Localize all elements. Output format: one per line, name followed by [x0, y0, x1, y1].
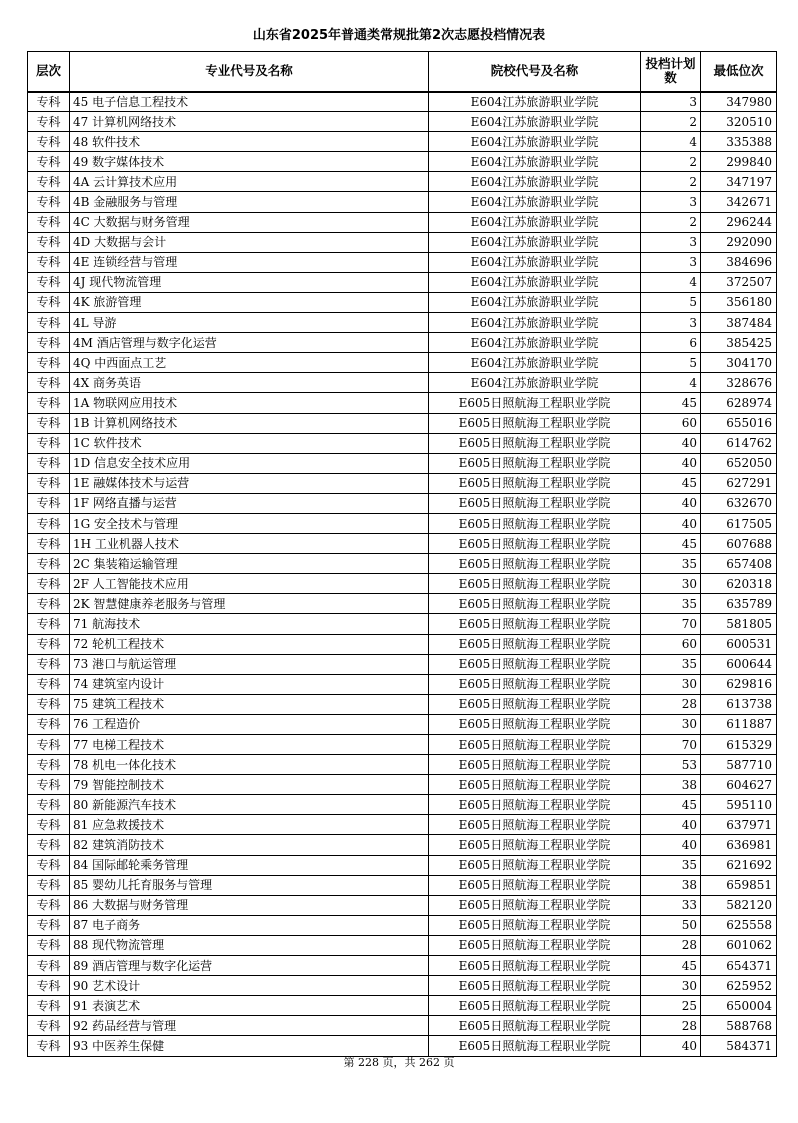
cell-major: 79 智能控制技术 [70, 775, 429, 795]
cell-rank: 385425 [701, 333, 777, 353]
table-row [28, 192, 777, 212]
cell-school: E604江苏旅游职业学院 [429, 353, 641, 373]
cell-plan: 38 [641, 875, 701, 895]
cell-plan: 45 [641, 393, 701, 413]
table-row [28, 714, 777, 734]
cell-rank: 615329 [701, 735, 777, 755]
cell-school: E604江苏旅游职业学院 [429, 112, 641, 132]
cell-level: 专科 [28, 132, 70, 152]
table-row [28, 1016, 777, 1036]
cell-level: 专科 [28, 534, 70, 554]
cell-major: 45 电子信息工程技术 [70, 92, 429, 112]
table-row [28, 152, 777, 172]
cell-school: E605日照航海工程职业学院 [429, 453, 641, 473]
cell-major: 76 工程造价 [70, 714, 429, 734]
cell-level: 专科 [28, 1036, 70, 1056]
table-row [28, 534, 777, 554]
cell-level: 专科 [28, 574, 70, 594]
table-row [28, 453, 777, 473]
cell-major: 91 表演艺术 [70, 996, 429, 1016]
cell-plan: 35 [641, 554, 701, 574]
cell-level: 专科 [28, 373, 70, 393]
cell-plan: 4 [641, 272, 701, 292]
table-row [28, 212, 777, 232]
cell-plan: 28 [641, 1016, 701, 1036]
cell-major: 49 数字媒体技术 [70, 152, 429, 172]
cell-major: 1F 网络直播与运营 [70, 493, 429, 513]
page-footer: 第 228 页，共 262 页 [343, 1056, 455, 1069]
cell-plan: 45 [641, 473, 701, 493]
table-row [28, 373, 777, 393]
cell-rank: 655016 [701, 413, 777, 433]
page-title: 山东省2025年普通类常规批第2次志愿投档情况表 [252, 28, 546, 43]
cell-plan: 30 [641, 976, 701, 996]
cell-level: 专科 [28, 333, 70, 353]
cell-level: 专科 [28, 292, 70, 312]
cell-level: 专科 [28, 755, 70, 775]
table-row [28, 393, 777, 413]
cell-school: E604江苏旅游职业学院 [429, 212, 641, 232]
cell-major: 85 婴幼儿托育服务与管理 [70, 875, 429, 895]
cell-plan: 6 [641, 333, 701, 353]
cell-level: 专科 [28, 473, 70, 493]
cell-rank: 654371 [701, 956, 777, 976]
cell-rank: 629816 [701, 674, 777, 694]
cell-school: E604江苏旅游职业学院 [429, 292, 641, 312]
cell-level: 专科 [28, 915, 70, 935]
cell-school: E604江苏旅游职业学院 [429, 373, 641, 393]
cell-rank: 652050 [701, 453, 777, 473]
cell-school: E604江苏旅游职业学院 [429, 152, 641, 172]
cell-level: 专科 [28, 554, 70, 574]
cell-level: 专科 [28, 453, 70, 473]
table-row [28, 634, 777, 654]
cell-rank: 588768 [701, 1016, 777, 1036]
cell-rank: 387484 [701, 313, 777, 333]
cell-major: 4D 大数据与会计 [70, 232, 429, 252]
cell-plan: 5 [641, 292, 701, 312]
cell-rank: 650004 [701, 996, 777, 1016]
cell-major: 1G 安全技术与管理 [70, 513, 429, 533]
cell-plan: 70 [641, 614, 701, 634]
header-row [28, 52, 777, 92]
cell-major: 86 大数据与财务管理 [70, 895, 429, 915]
cell-rank: 356180 [701, 292, 777, 312]
cell-school: E605日照航海工程职业学院 [429, 815, 641, 835]
table-row [28, 252, 777, 272]
cell-school: E604江苏旅游职业学院 [429, 313, 641, 333]
cell-plan: 2 [641, 112, 701, 132]
cell-rank: 625558 [701, 915, 777, 935]
cell-level: 专科 [28, 272, 70, 292]
cell-level: 专科 [28, 212, 70, 232]
cell-school: E605日照航海工程职业学院 [429, 594, 641, 614]
cell-major: 48 软件技术 [70, 132, 429, 152]
cell-major: 90 艺术设计 [70, 976, 429, 996]
cell-plan: 35 [641, 594, 701, 614]
cell-level: 专科 [28, 775, 70, 795]
cell-rank: 335388 [701, 132, 777, 152]
cell-level: 专科 [28, 855, 70, 875]
cell-major: 4E 连锁经营与管理 [70, 252, 429, 272]
cell-level: 专科 [28, 634, 70, 654]
cell-rank: 614762 [701, 433, 777, 453]
cell-school: E605日照航海工程职业学院 [429, 915, 641, 935]
cell-major: 72 轮机工程技术 [70, 634, 429, 654]
table-row [28, 855, 777, 875]
cell-level: 专科 [28, 935, 70, 955]
cell-level: 专科 [28, 232, 70, 252]
cell-major: 81 应急救援技术 [70, 815, 429, 835]
cell-major: 1H 工业机器人技术 [70, 534, 429, 554]
table-row [28, 333, 777, 353]
table-row [28, 513, 777, 533]
cell-rank: 384696 [701, 252, 777, 272]
table-row [28, 574, 777, 594]
header-rank: 最低位次 [701, 52, 777, 92]
table-row [28, 413, 777, 433]
cell-major: 1C 软件技术 [70, 433, 429, 453]
table-row [28, 895, 777, 915]
cell-plan: 30 [641, 674, 701, 694]
cell-school: E605日照航海工程职业学院 [429, 473, 641, 493]
header-plan: 投档计划数 [641, 52, 701, 92]
cell-major: 1A 物联网应用技术 [70, 393, 429, 413]
cell-school: E605日照航海工程职业学院 [429, 755, 641, 775]
cell-rank: 617505 [701, 513, 777, 533]
cell-level: 专科 [28, 172, 70, 192]
cell-rank: 657408 [701, 554, 777, 574]
cell-level: 专科 [28, 92, 70, 112]
cell-major: 87 电子商务 [70, 915, 429, 935]
cell-major: 78 机电一体化技术 [70, 755, 429, 775]
cell-rank: 659851 [701, 875, 777, 895]
cell-school: E605日照航海工程职业学院 [429, 694, 641, 714]
cell-major: 93 中医养生保健 [70, 1036, 429, 1056]
cell-rank: 637971 [701, 815, 777, 835]
table-row [28, 353, 777, 373]
cell-school: E605日照航海工程职业学院 [429, 875, 641, 895]
cell-school: E605日照航海工程职业学院 [429, 614, 641, 634]
cell-level: 专科 [28, 694, 70, 714]
cell-school: E605日照航海工程职业学院 [429, 513, 641, 533]
cell-major: 47 计算机网络技术 [70, 112, 429, 132]
cell-major: 4A 云计算技术应用 [70, 172, 429, 192]
table-row [28, 614, 777, 634]
header-school: 院校代号及名称 [429, 52, 641, 92]
cell-major: 1B 计算机网络技术 [70, 413, 429, 433]
cell-plan: 3 [641, 252, 701, 272]
cell-level: 专科 [28, 433, 70, 453]
cell-level: 专科 [28, 252, 70, 272]
table-row [28, 232, 777, 252]
cell-school: E605日照航海工程职业学院 [429, 1036, 641, 1056]
cell-school: E605日照航海工程职业学院 [429, 574, 641, 594]
cell-plan: 45 [641, 534, 701, 554]
table-row [28, 473, 777, 493]
table-row [28, 1036, 777, 1056]
cell-school: E605日照航海工程职业学院 [429, 735, 641, 755]
table-row [28, 956, 777, 976]
cell-level: 专科 [28, 192, 70, 212]
cell-school: E605日照航海工程职业学院 [429, 855, 641, 875]
cell-plan: 28 [641, 935, 701, 955]
table-row [28, 594, 777, 614]
cell-rank: 625952 [701, 976, 777, 996]
cell-major: 4C 大数据与财务管理 [70, 212, 429, 232]
cell-rank: 342671 [701, 192, 777, 212]
table-row [28, 795, 777, 815]
cell-plan: 40 [641, 1036, 701, 1056]
cell-school: E605日照航海工程职业学院 [429, 413, 641, 433]
cell-school: E605日照航海工程职业学院 [429, 674, 641, 694]
cell-school: E604江苏旅游职业学院 [429, 252, 641, 272]
table-row [28, 735, 777, 755]
cell-level: 专科 [28, 875, 70, 895]
cell-rank: 299840 [701, 152, 777, 172]
cell-level: 专科 [28, 956, 70, 976]
cell-rank: 347980 [701, 92, 777, 112]
header-major: 专业代号及名称 [70, 52, 429, 92]
cell-plan: 3 [641, 232, 701, 252]
cell-major: 4X 商务英语 [70, 373, 429, 393]
header-level: 层次 [28, 52, 70, 92]
cell-plan: 2 [641, 152, 701, 172]
cell-rank: 600531 [701, 634, 777, 654]
cell-school: E605日照航海工程职业学院 [429, 393, 641, 413]
cell-school: E605日照航海工程职业学院 [429, 996, 641, 1016]
cell-school: E604江苏旅游职业学院 [429, 92, 641, 112]
cell-major: 1D 信息安全技术应用 [70, 453, 429, 473]
cell-school: E604江苏旅游职业学院 [429, 272, 641, 292]
cell-level: 专科 [28, 674, 70, 694]
cell-school: E605日照航海工程职业学院 [429, 714, 641, 734]
cell-school: E604江苏旅游职业学院 [429, 192, 641, 212]
cell-plan: 3 [641, 192, 701, 212]
table-row [28, 433, 777, 453]
cell-level: 专科 [28, 996, 70, 1016]
table-row [28, 976, 777, 996]
cell-major: 4Q 中西面点工艺 [70, 353, 429, 373]
cell-level: 专科 [28, 393, 70, 413]
cell-school: E605日照航海工程职业学院 [429, 935, 641, 955]
cell-level: 专科 [28, 815, 70, 835]
cell-major: 2K 智慧健康养老服务与管理 [70, 594, 429, 614]
cell-plan: 30 [641, 714, 701, 734]
cell-major: 88 现代物流管理 [70, 935, 429, 955]
cell-school: E604江苏旅游职业学院 [429, 232, 641, 252]
table-row [28, 272, 777, 292]
cell-major: 4B 金融服务与管理 [70, 192, 429, 212]
table-row [28, 292, 777, 312]
cell-level: 专科 [28, 735, 70, 755]
cell-rank: 292090 [701, 232, 777, 252]
cell-rank: 636981 [701, 835, 777, 855]
cell-level: 专科 [28, 714, 70, 734]
cell-major: 71 航海技术 [70, 614, 429, 634]
cell-plan: 33 [641, 895, 701, 915]
cell-rank: 595110 [701, 795, 777, 815]
cell-plan: 40 [641, 835, 701, 855]
cell-plan: 35 [641, 855, 701, 875]
cell-plan: 60 [641, 634, 701, 654]
table-row [28, 815, 777, 835]
cell-school: E605日照航海工程职业学院 [429, 534, 641, 554]
table-row [28, 654, 777, 674]
cell-major: 75 建筑工程技术 [70, 694, 429, 714]
cell-school: E604江苏旅游职业学院 [429, 132, 641, 152]
cell-level: 专科 [28, 1016, 70, 1036]
cell-plan: 40 [641, 493, 701, 513]
cell-rank: 607688 [701, 534, 777, 554]
cell-plan: 3 [641, 92, 701, 112]
cell-rank: 600644 [701, 654, 777, 674]
cell-level: 专科 [28, 654, 70, 674]
cell-rank: 627291 [701, 473, 777, 493]
cell-level: 专科 [28, 413, 70, 433]
cell-rank: 587710 [701, 755, 777, 775]
cell-major: 77 电梯工程技术 [70, 735, 429, 755]
cell-school: E605日照航海工程职业学院 [429, 895, 641, 915]
cell-major: 89 酒店管理与数字化运营 [70, 956, 429, 976]
cell-major: 2C 集装箱运输管理 [70, 554, 429, 574]
cell-rank: 372507 [701, 272, 777, 292]
cell-major: 84 国际邮轮乘务管理 [70, 855, 429, 875]
cell-level: 专科 [28, 835, 70, 855]
cell-school: E605日照航海工程职业学院 [429, 493, 641, 513]
cell-rank: 604627 [701, 775, 777, 795]
cell-rank: 582120 [701, 895, 777, 915]
cell-plan: 2 [641, 172, 701, 192]
cell-plan: 5 [641, 353, 701, 373]
cell-level: 专科 [28, 353, 70, 373]
cell-level: 专科 [28, 513, 70, 533]
cell-school: E605日照航海工程职业学院 [429, 956, 641, 976]
cell-major: 73 港口与航运管理 [70, 654, 429, 674]
cell-major: 1E 融媒体技术与运营 [70, 473, 429, 493]
cell-rank: 304170 [701, 353, 777, 373]
cell-major: 2F 人工智能技术应用 [70, 574, 429, 594]
table-row [28, 755, 777, 775]
cell-rank: 320510 [701, 112, 777, 132]
cell-school: E604江苏旅游职业学院 [429, 172, 641, 192]
cell-plan: 40 [641, 513, 701, 533]
table-row [28, 835, 777, 855]
cell-school: E605日照航海工程职业学院 [429, 554, 641, 574]
table-row [28, 775, 777, 795]
cell-plan: 40 [641, 433, 701, 453]
cell-rank: 620318 [701, 574, 777, 594]
cell-plan: 3 [641, 313, 701, 333]
cell-plan: 53 [641, 755, 701, 775]
cell-rank: 613738 [701, 694, 777, 714]
cell-level: 专科 [28, 112, 70, 132]
cell-plan: 35 [641, 654, 701, 674]
cell-level: 专科 [28, 614, 70, 634]
cell-rank: 581805 [701, 614, 777, 634]
cell-plan: 25 [641, 996, 701, 1016]
table-row [28, 313, 777, 333]
cell-level: 专科 [28, 594, 70, 614]
cell-school: E605日照航海工程职业学院 [429, 1016, 641, 1036]
cell-level: 专科 [28, 152, 70, 172]
table-row [28, 915, 777, 935]
cell-level: 专科 [28, 895, 70, 915]
cell-school: E605日照航海工程职业学院 [429, 433, 641, 453]
cell-rank: 628974 [701, 393, 777, 413]
cell-major: 80 新能源汽车技术 [70, 795, 429, 815]
table-row [28, 935, 777, 955]
admission-table [27, 51, 777, 1057]
cell-plan: 28 [641, 694, 701, 714]
table-row [28, 112, 777, 132]
cell-major: 82 建筑消防技术 [70, 835, 429, 855]
cell-plan: 45 [641, 956, 701, 976]
cell-major: 92 药品经营与管理 [70, 1016, 429, 1036]
table-row [28, 554, 777, 574]
cell-level: 专科 [28, 493, 70, 513]
cell-rank: 296244 [701, 212, 777, 232]
cell-plan: 4 [641, 132, 701, 152]
table-header [28, 52, 777, 92]
cell-plan: 40 [641, 453, 701, 473]
cell-school: E605日照航海工程职业学院 [429, 795, 641, 815]
cell-level: 专科 [28, 795, 70, 815]
cell-school: E605日照航海工程职业学院 [429, 976, 641, 996]
table-row [28, 493, 777, 513]
table-row [28, 875, 777, 895]
cell-rank: 601062 [701, 935, 777, 955]
cell-rank: 621692 [701, 855, 777, 875]
cell-major: 74 建筑室内设计 [70, 674, 429, 694]
cell-rank: 328676 [701, 373, 777, 393]
cell-school: E605日照航海工程职业学院 [429, 835, 641, 855]
cell-school: E605日照航海工程职业学院 [429, 775, 641, 795]
cell-plan: 70 [641, 735, 701, 755]
cell-major: 4J 现代物流管理 [70, 272, 429, 292]
cell-level: 专科 [28, 313, 70, 333]
cell-rank: 584371 [701, 1036, 777, 1056]
cell-plan: 50 [641, 915, 701, 935]
cell-plan: 60 [641, 413, 701, 433]
cell-major: 4M 酒店管理与数字化运营 [70, 333, 429, 353]
cell-plan: 45 [641, 795, 701, 815]
cell-major: 4K 旅游管理 [70, 292, 429, 312]
cell-rank: 347197 [701, 172, 777, 192]
cell-plan: 4 [641, 373, 701, 393]
table-row [28, 132, 777, 152]
cell-rank: 632670 [701, 493, 777, 513]
table-row [28, 172, 777, 192]
table-row [28, 694, 777, 714]
cell-plan: 40 [641, 815, 701, 835]
cell-school: E605日照航海工程职业学院 [429, 654, 641, 674]
cell-level: 专科 [28, 976, 70, 996]
cell-school: E604江苏旅游职业学院 [429, 333, 641, 353]
cell-rank: 611887 [701, 714, 777, 734]
table-row [28, 674, 777, 694]
cell-rank: 635789 [701, 594, 777, 614]
cell-major: 4L 导游 [70, 313, 429, 333]
cell-plan: 2 [641, 212, 701, 232]
cell-plan: 38 [641, 775, 701, 795]
table-body [28, 92, 777, 1057]
table-row [28, 92, 777, 112]
cell-plan: 30 [641, 574, 701, 594]
table-row [28, 996, 777, 1016]
cell-school: E605日照航海工程职业学院 [429, 634, 641, 654]
